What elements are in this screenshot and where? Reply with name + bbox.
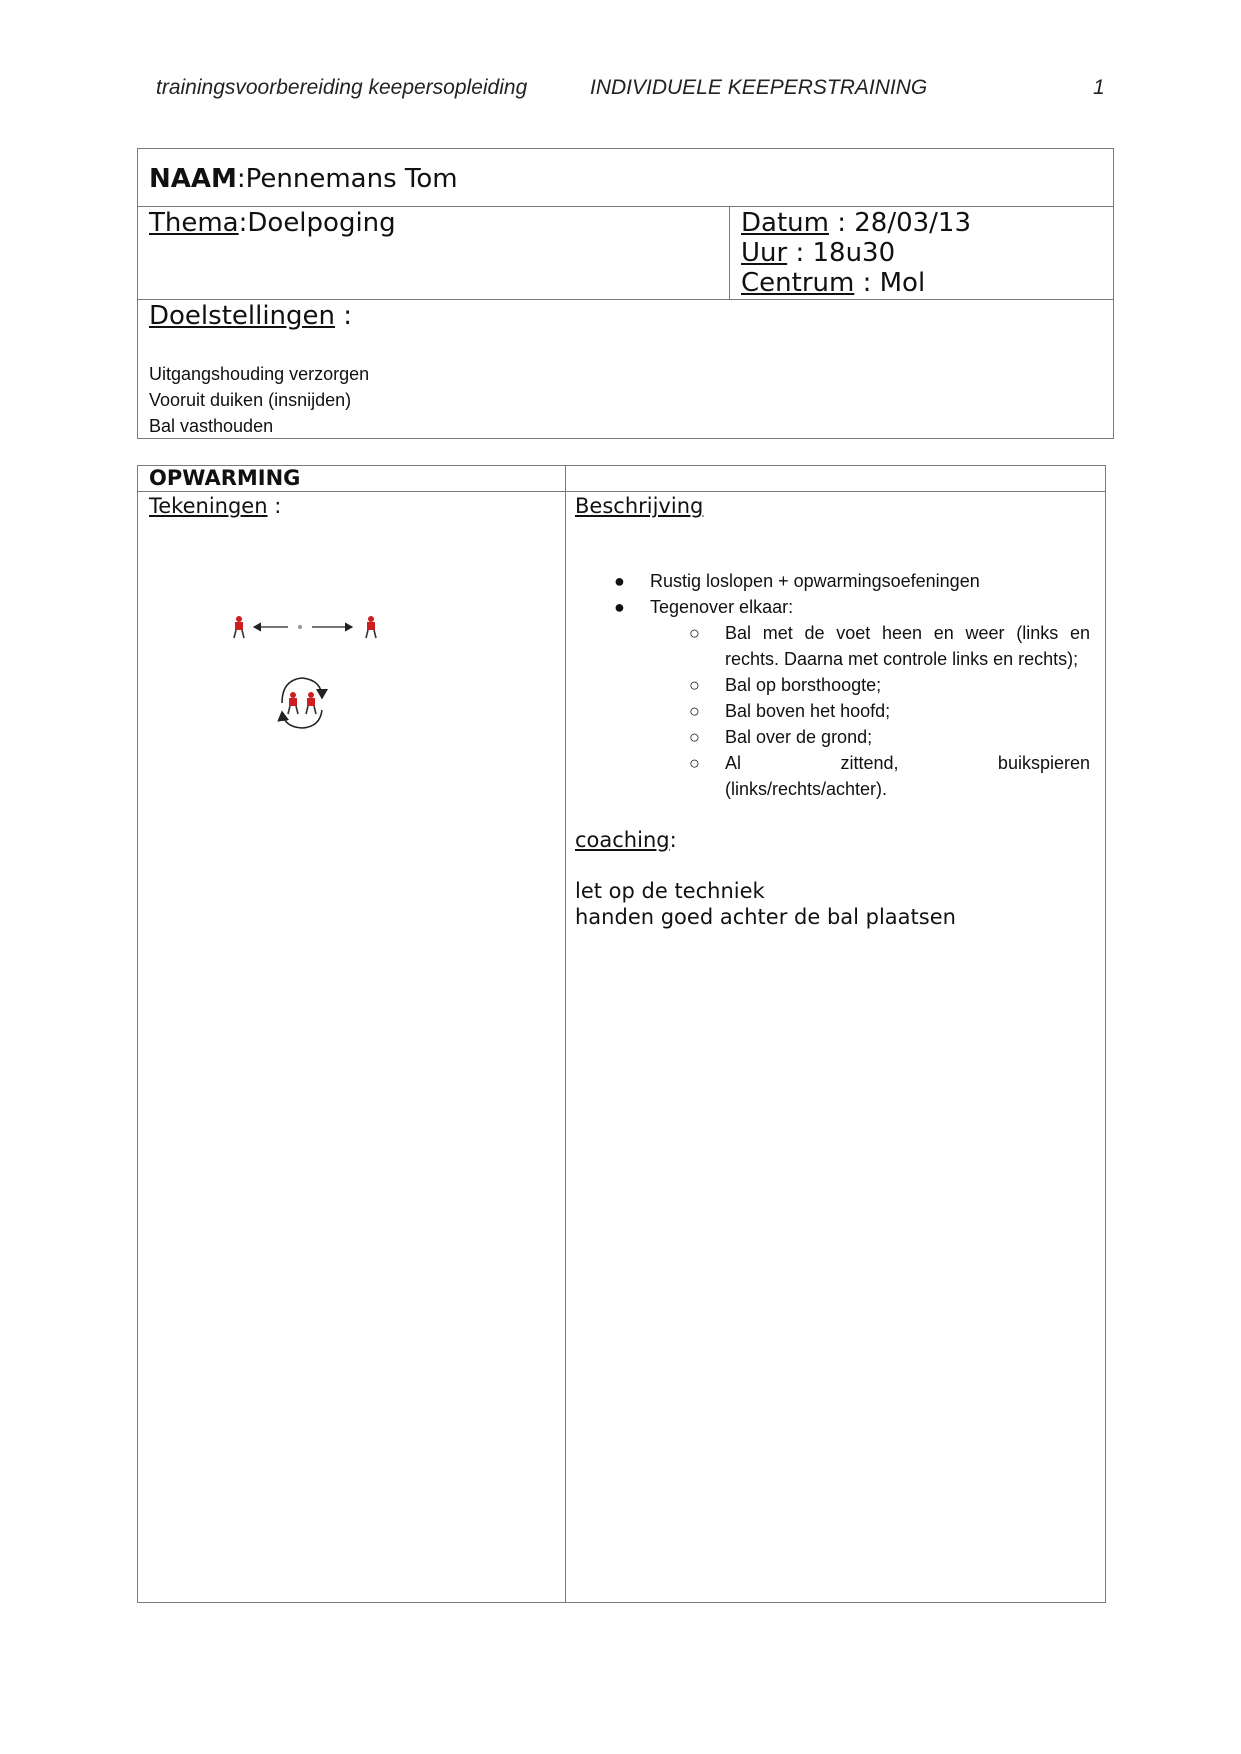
list-item: ○ Bal over de grond; bbox=[725, 724, 1090, 750]
header-left: trainingsvoorbereiding keepersopleiding bbox=[156, 76, 528, 99]
list-item: (links/rechts/achter). bbox=[725, 779, 888, 799]
datum-block bbox=[741, 208, 971, 298]
tekeningen-label: Tekeningen bbox=[149, 494, 268, 518]
beschrijving-heading bbox=[575, 494, 703, 518]
bullet-list bbox=[614, 568, 1090, 620]
centrum-label: Centrum bbox=[741, 268, 855, 298]
doelstellingen-suffix: : bbox=[335, 301, 353, 331]
divider bbox=[565, 465, 566, 1603]
circle-bullet-icon: ○ bbox=[689, 701, 700, 721]
sub-list bbox=[689, 620, 1090, 802]
datum-value: : 28/03/13 bbox=[828, 208, 972, 238]
tekeningen-heading bbox=[149, 494, 281, 518]
coaching-text bbox=[575, 878, 956, 930]
player-icon bbox=[366, 616, 376, 638]
coaching-suffix: : bbox=[669, 828, 677, 852]
coaching-label: coaching bbox=[575, 828, 670, 852]
coaching-line: let op de techniek bbox=[575, 879, 765, 903]
header-center: INDIVIDUELE KEEPERSTRAINING bbox=[590, 76, 928, 99]
list-item: ● Tegenover elkaar: bbox=[650, 594, 1090, 620]
ball-icon bbox=[298, 625, 302, 629]
doelstellingen-label: Doelstellingen bbox=[149, 301, 336, 331]
player-icon bbox=[234, 616, 244, 638]
circle-bullet-icon: ○ bbox=[689, 727, 700, 747]
doelstelling-item: Uitgangshouding verzorgen bbox=[149, 364, 370, 384]
bullet-icon: ● bbox=[614, 571, 625, 591]
list-item: ○ Al zittend, buikspieren bbox=[725, 750, 1090, 776]
coaching-heading bbox=[575, 828, 677, 852]
doelstelling-item: Vooruit duiken (insnijden) bbox=[149, 390, 352, 410]
uur-value: : 18u30 bbox=[787, 238, 896, 268]
list-item: ○ Bal met de voet heen en weer (links en rechts. Daarna met controle links en rechts); bbox=[725, 620, 1090, 672]
circle-bullet-icon: ○ bbox=[689, 623, 700, 643]
uur-label: Uur bbox=[741, 238, 788, 268]
doelstellingen-list bbox=[149, 361, 369, 439]
list-item: ○ Bal op borsthoogte; bbox=[725, 672, 1090, 698]
rotation-arrow-icon bbox=[282, 678, 322, 703]
coaching-line: handen goed achter de bal plaatsen bbox=[575, 905, 956, 929]
naam-row bbox=[149, 164, 458, 194]
thema-label: Thema bbox=[149, 208, 239, 238]
section-title: OPWARMING bbox=[149, 466, 301, 490]
drawing bbox=[220, 600, 390, 740]
list-item: ○ Bal boven het hoofd; bbox=[725, 698, 1090, 724]
player-icon bbox=[288, 692, 298, 714]
doelstellingen-heading bbox=[149, 301, 352, 331]
naam-value: :Pennemans Tom bbox=[236, 164, 458, 194]
divider bbox=[137, 491, 1106, 492]
centrum-value: : Mol bbox=[854, 268, 926, 298]
divider bbox=[729, 206, 730, 299]
doelstelling-item: Bal vasthouden bbox=[149, 416, 274, 436]
thema-row bbox=[149, 208, 396, 238]
datum-label: Datum bbox=[741, 208, 829, 238]
tekeningen-suffix: : bbox=[267, 494, 282, 518]
naam-label: NAAM bbox=[149, 164, 237, 194]
beschrijving-label: Beschrijving bbox=[575, 494, 704, 518]
divider bbox=[137, 206, 1114, 207]
bullet-icon: ● bbox=[614, 597, 625, 617]
thema-value: :Doelpoging bbox=[238, 208, 396, 238]
page-number: 1 bbox=[1093, 76, 1105, 99]
list-item: ● Rustig loslopen + opwarmingsoefeningen bbox=[650, 568, 1090, 594]
circle-bullet-icon: ○ bbox=[689, 675, 700, 695]
circle-bullet-icon: ○ bbox=[689, 753, 700, 773]
divider bbox=[137, 299, 1114, 300]
player-icon bbox=[306, 692, 316, 714]
